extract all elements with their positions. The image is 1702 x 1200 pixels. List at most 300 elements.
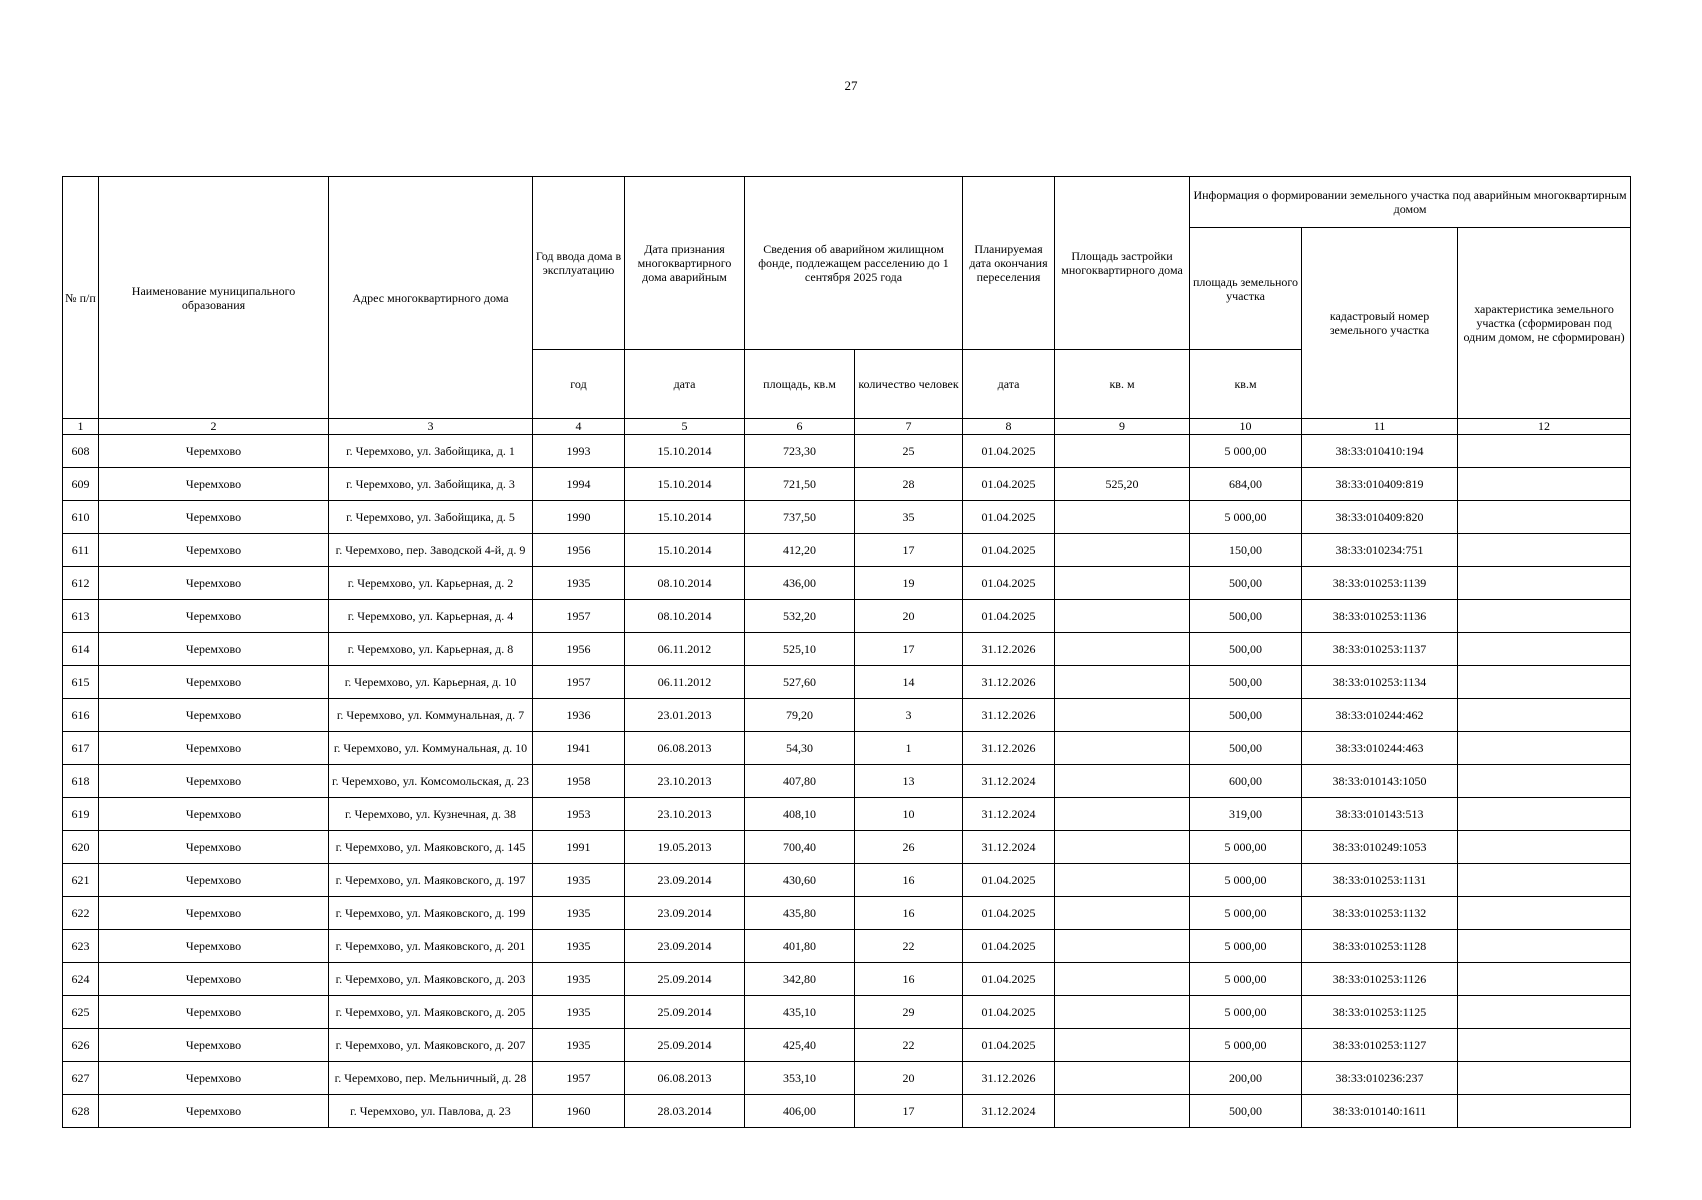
row-number: 611 — [63, 534, 99, 567]
land-char-cell — [1458, 963, 1631, 996]
people-cell: 3 — [855, 699, 963, 732]
year-cell: 1957 — [533, 1062, 625, 1095]
people-cell: 17 — [855, 1095, 963, 1128]
address-cell: г. Черемхово, ул. Коммунальная, д. 10 — [329, 732, 533, 765]
land-char-cell — [1458, 435, 1631, 468]
planned-end-cell: 01.04.2025 — [963, 864, 1055, 897]
area-cell: 435,80 — [745, 897, 855, 930]
municipality-cell: Черемхово — [99, 897, 329, 930]
cadastral-cell: 38:33:010236:237 — [1302, 1062, 1458, 1095]
row-number: 612 — [63, 567, 99, 600]
table-row — [63, 468, 1631, 501]
cadastral-cell: 38:33:010253:1139 — [1302, 567, 1458, 600]
address-cell: г. Черемхово, ул. Кузнечная, д. 38 — [329, 798, 533, 831]
planned-end-cell: 01.04.2025 — [963, 897, 1055, 930]
cadastral-cell: 38:33:010253:1132 — [1302, 897, 1458, 930]
year-cell: 1994 — [533, 468, 625, 501]
municipality-cell: Черемхово — [99, 765, 329, 798]
table-body — [63, 435, 1631, 1128]
municipality-cell: Черемхово — [99, 930, 329, 963]
land-area-cell: 5 000,00 — [1190, 864, 1302, 897]
header-planned-end: Планируемая дата окончания переселения — [963, 177, 1055, 350]
cadastral-cell: 38:33:010253:1137 — [1302, 633, 1458, 666]
cadastral-cell: 38:33:010409:819 — [1302, 468, 1458, 501]
land-char-cell — [1458, 600, 1631, 633]
land-area-cell: 200,00 — [1190, 1062, 1302, 1095]
land-char-cell — [1458, 897, 1631, 930]
people-cell: 19 — [855, 567, 963, 600]
municipality-cell: Черемхово — [99, 534, 329, 567]
land-char-cell — [1458, 501, 1631, 534]
building-area-cell — [1055, 765, 1190, 798]
building-area-cell — [1055, 963, 1190, 996]
table-row — [63, 1095, 1631, 1128]
header-no: № п/п — [63, 177, 99, 419]
header-municipality: Наименование муниципального образования — [99, 177, 329, 419]
header-fund-info: Сведения об аварийном жилищном фонде, подлежащем расселению до 1 сентября 2025 года — [745, 177, 963, 350]
land-area-cell: 5 000,00 — [1190, 897, 1302, 930]
row-number: 616 — [63, 699, 99, 732]
municipality-cell: Черемхово — [99, 633, 329, 666]
planned-end-cell: 31.12.2024 — [963, 798, 1055, 831]
building-area-cell — [1055, 1095, 1190, 1128]
column-number: 10 — [1190, 419, 1302, 435]
people-cell: 16 — [855, 897, 963, 930]
row-number: 626 — [63, 1029, 99, 1062]
table-row — [63, 897, 1631, 930]
table-row — [63, 699, 1631, 732]
area-cell: 342,80 — [745, 963, 855, 996]
column-number-row — [63, 419, 1631, 435]
year-cell: 1956 — [533, 534, 625, 567]
area-cell: 79,20 — [745, 699, 855, 732]
municipality-cell: Черемхово — [99, 435, 329, 468]
cadastral-cell: 38:33:010253:1126 — [1302, 963, 1458, 996]
row-number: 614 — [63, 633, 99, 666]
building-area-cell — [1055, 633, 1190, 666]
header-recognized-date: Дата признания многоквартирного дома аварийным — [625, 177, 745, 350]
land-area-cell: 150,00 — [1190, 534, 1302, 567]
address-cell: г. Черемхово, ул. Забойщика, д. 1 — [329, 435, 533, 468]
building-area-cell — [1055, 897, 1190, 930]
municipality-cell: Черемхово — [99, 831, 329, 864]
planned-end-cell: 01.04.2025 — [963, 996, 1055, 1029]
address-cell: г. Черемхово, ул. Маяковского, д. 145 — [329, 831, 533, 864]
land-char-cell — [1458, 567, 1631, 600]
land-area-cell: 5 000,00 — [1190, 435, 1302, 468]
land-area-cell: 500,00 — [1190, 699, 1302, 732]
land-area-cell: 500,00 — [1190, 600, 1302, 633]
table-row — [63, 534, 1631, 567]
building-area-cell — [1055, 666, 1190, 699]
planned-end-cell: 31.12.2024 — [963, 765, 1055, 798]
planned-end-cell: 31.12.2026 — [963, 666, 1055, 699]
year-cell: 1935 — [533, 1029, 625, 1062]
building-area-cell — [1055, 798, 1190, 831]
people-cell: 1 — [855, 732, 963, 765]
area-cell: 408,10 — [745, 798, 855, 831]
address-cell: г. Черемхово, ул. Коммунальная, д. 7 — [329, 699, 533, 732]
land-char-cell — [1458, 633, 1631, 666]
building-area-cell — [1055, 435, 1190, 468]
table-row — [63, 600, 1631, 633]
recognized-date-cell: 15.10.2014 — [625, 468, 745, 501]
header-year-built: Год ввода дома в эксплуатацию — [533, 177, 625, 350]
row-number: 623 — [63, 930, 99, 963]
table-row — [63, 1029, 1631, 1062]
cadastral-cell: 38:33:010244:463 — [1302, 732, 1458, 765]
land-char-cell — [1458, 1062, 1631, 1095]
planned-end-cell: 31.12.2024 — [963, 1095, 1055, 1128]
unit-date2: дата — [963, 350, 1055, 419]
planned-end-cell: 31.12.2026 — [963, 633, 1055, 666]
municipality-cell: Черемхово — [99, 996, 329, 1029]
column-number: 12 — [1458, 419, 1631, 435]
land-char-cell — [1458, 864, 1631, 897]
land-area-cell: 600,00 — [1190, 765, 1302, 798]
table-row — [63, 567, 1631, 600]
recognized-date-cell: 23.09.2014 — [625, 864, 745, 897]
people-cell: 29 — [855, 996, 963, 1029]
row-number: 628 — [63, 1095, 99, 1128]
planned-end-cell: 01.04.2025 — [963, 567, 1055, 600]
land-area-cell: 500,00 — [1190, 1095, 1302, 1128]
recognized-date-cell: 19.05.2013 — [625, 831, 745, 864]
row-number: 620 — [63, 831, 99, 864]
area-cell: 425,40 — [745, 1029, 855, 1062]
column-number: 5 — [625, 419, 745, 435]
building-area-cell — [1055, 501, 1190, 534]
people-cell: 25 — [855, 435, 963, 468]
table-row — [63, 435, 1631, 468]
municipality-cell: Черемхово — [99, 1029, 329, 1062]
address-cell: г. Черемхово, ул. Маяковского, д. 197 — [329, 864, 533, 897]
table-row — [63, 633, 1631, 666]
land-char-cell — [1458, 831, 1631, 864]
land-area-cell: 5 000,00 — [1190, 1029, 1302, 1062]
header-land-info: Информация о формировании земельного участка под аварийным многоквартирным домом — [1190, 177, 1631, 228]
unit-area: площадь, кв.м — [745, 350, 855, 419]
cadastral-cell: 38:33:010234:751 — [1302, 534, 1458, 567]
planned-end-cell: 01.04.2025 — [963, 435, 1055, 468]
cadastral-cell: 38:33:010409:820 — [1302, 501, 1458, 534]
people-cell: 16 — [855, 864, 963, 897]
area-cell: 723,30 — [745, 435, 855, 468]
people-cell: 16 — [855, 963, 963, 996]
area-cell: 406,00 — [745, 1095, 855, 1128]
recognized-date-cell: 23.10.2013 — [625, 765, 745, 798]
municipality-cell: Черемхово — [99, 468, 329, 501]
recognized-date-cell: 15.10.2014 — [625, 435, 745, 468]
planned-end-cell: 31.12.2026 — [963, 732, 1055, 765]
header-cadastral: кадастровый номер земельного участка — [1302, 228, 1458, 419]
recognized-date-cell: 06.08.2013 — [625, 1062, 745, 1095]
header-land-area: площадь земельного участка — [1190, 228, 1302, 350]
unit-date: дата — [625, 350, 745, 419]
land-char-cell — [1458, 699, 1631, 732]
year-cell: 1956 — [533, 633, 625, 666]
row-number: 615 — [63, 666, 99, 699]
row-number: 624 — [63, 963, 99, 996]
cadastral-cell: 38:33:010143:513 — [1302, 798, 1458, 831]
table-row — [63, 1062, 1631, 1095]
row-number: 627 — [63, 1062, 99, 1095]
recognized-date-cell: 23.01.2013 — [625, 699, 745, 732]
row-number: 617 — [63, 732, 99, 765]
recognized-date-cell: 25.09.2014 — [625, 996, 745, 1029]
year-cell: 1958 — [533, 765, 625, 798]
land-char-cell — [1458, 1095, 1631, 1128]
year-cell: 1993 — [533, 435, 625, 468]
row-number: 619 — [63, 798, 99, 831]
year-cell: 1960 — [533, 1095, 625, 1128]
year-cell: 1935 — [533, 897, 625, 930]
people-cell: 35 — [855, 501, 963, 534]
cadastral-cell: 38:33:010253:1131 — [1302, 864, 1458, 897]
year-cell: 1957 — [533, 666, 625, 699]
land-char-cell — [1458, 765, 1631, 798]
people-cell: 14 — [855, 666, 963, 699]
address-cell: г. Черемхово, ул. Забойщика, д. 5 — [329, 501, 533, 534]
table-row — [63, 930, 1631, 963]
table-row — [63, 996, 1631, 1029]
recognized-date-cell: 06.08.2013 — [625, 732, 745, 765]
planned-end-cell: 01.04.2025 — [963, 501, 1055, 534]
building-area-cell — [1055, 567, 1190, 600]
address-cell: г. Черемхово, ул. Маяковского, д. 203 — [329, 963, 533, 996]
area-cell: 525,10 — [745, 633, 855, 666]
address-cell: г. Черемхово, ул. Комсомольская, д. 23 — [329, 765, 533, 798]
building-area-cell — [1055, 864, 1190, 897]
year-cell: 1935 — [533, 930, 625, 963]
year-cell: 1991 — [533, 831, 625, 864]
address-cell: г. Черемхово, пер. Мельничный, д. 28 — [329, 1062, 533, 1095]
table-row — [63, 831, 1631, 864]
table-header — [63, 177, 1631, 435]
unit-people: количество человек — [855, 350, 963, 419]
land-area-cell: 500,00 — [1190, 633, 1302, 666]
recognized-date-cell: 15.10.2014 — [625, 534, 745, 567]
people-cell: 22 — [855, 930, 963, 963]
address-cell: г. Черемхово, ул. Карьерная, д. 4 — [329, 600, 533, 633]
building-area-cell — [1055, 534, 1190, 567]
planned-end-cell: 01.04.2025 — [963, 963, 1055, 996]
recognized-date-cell: 25.09.2014 — [625, 1029, 745, 1062]
land-area-cell: 500,00 — [1190, 567, 1302, 600]
land-char-cell — [1458, 798, 1631, 831]
people-cell: 22 — [855, 1029, 963, 1062]
municipality-cell: Черемхово — [99, 666, 329, 699]
unit-sqm: кв. м — [1055, 350, 1190, 419]
municipality-cell: Черемхово — [99, 699, 329, 732]
area-cell: 353,10 — [745, 1062, 855, 1095]
row-number: 618 — [63, 765, 99, 798]
header-building-area: Площадь застройки многоквартирного дома — [1055, 177, 1190, 350]
area-cell: 737,50 — [745, 501, 855, 534]
recognized-date-cell: 15.10.2014 — [625, 501, 745, 534]
cadastral-cell: 38:33:010253:1127 — [1302, 1029, 1458, 1062]
cadastral-cell: 38:33:010253:1125 — [1302, 996, 1458, 1029]
cadastral-cell: 38:33:010410:194 — [1302, 435, 1458, 468]
municipality-cell: Черемхово — [99, 732, 329, 765]
recognized-date-cell: 06.11.2012 — [625, 666, 745, 699]
table-row — [63, 501, 1631, 534]
recognized-date-cell: 23.09.2014 — [625, 897, 745, 930]
municipality-cell: Черемхово — [99, 798, 329, 831]
row-number: 609 — [63, 468, 99, 501]
column-number: 8 — [963, 419, 1055, 435]
year-cell: 1957 — [533, 600, 625, 633]
address-cell: г. Черемхово, ул. Забойщика, д. 3 — [329, 468, 533, 501]
people-cell: 20 — [855, 1062, 963, 1095]
column-number: 6 — [745, 419, 855, 435]
planned-end-cell: 01.04.2025 — [963, 534, 1055, 567]
area-cell: 527,60 — [745, 666, 855, 699]
row-number: 622 — [63, 897, 99, 930]
row-number: 608 — [63, 435, 99, 468]
people-cell: 20 — [855, 600, 963, 633]
planned-end-cell: 01.04.2025 — [963, 930, 1055, 963]
year-cell: 1935 — [533, 864, 625, 897]
cadastral-cell: 38:33:010143:1050 — [1302, 765, 1458, 798]
address-cell: г. Черемхово, ул. Маяковского, д. 201 — [329, 930, 533, 963]
people-cell: 13 — [855, 765, 963, 798]
unit-sqm2: кв.м — [1190, 350, 1302, 419]
year-cell: 1953 — [533, 798, 625, 831]
year-cell: 1935 — [533, 567, 625, 600]
land-char-cell — [1458, 1029, 1631, 1062]
column-number: 3 — [329, 419, 533, 435]
area-cell: 430,60 — [745, 864, 855, 897]
year-cell: 1935 — [533, 963, 625, 996]
address-cell: г. Черемхово, ул. Маяковского, д. 205 — [329, 996, 533, 1029]
land-area-cell: 5 000,00 — [1190, 996, 1302, 1029]
recognized-date-cell: 08.10.2014 — [625, 600, 745, 633]
address-cell: г. Черемхово, ул. Карьерная, д. 10 — [329, 666, 533, 699]
table-row — [63, 666, 1631, 699]
land-area-cell: 500,00 — [1190, 732, 1302, 765]
land-char-cell — [1458, 666, 1631, 699]
area-cell: 435,10 — [745, 996, 855, 1029]
table-row — [63, 732, 1631, 765]
cadastral-cell: 38:33:010253:1128 — [1302, 930, 1458, 963]
land-area-cell: 5 000,00 — [1190, 831, 1302, 864]
year-cell: 1935 — [533, 996, 625, 1029]
area-cell: 407,80 — [745, 765, 855, 798]
municipality-cell: Черемхово — [99, 501, 329, 534]
column-number: 9 — [1055, 419, 1190, 435]
unit-year: год — [533, 350, 625, 419]
municipality-cell: Черемхово — [99, 963, 329, 996]
municipality-cell: Черемхово — [99, 1062, 329, 1095]
recognized-date-cell: 06.11.2012 — [625, 633, 745, 666]
recognized-date-cell: 25.09.2014 — [625, 963, 745, 996]
column-number: 11 — [1302, 419, 1458, 435]
address-cell: г. Черемхово, ул. Маяковского, д. 207 — [329, 1029, 533, 1062]
land-char-cell — [1458, 930, 1631, 963]
building-area-cell — [1055, 732, 1190, 765]
planned-end-cell: 31.12.2026 — [963, 699, 1055, 732]
people-cell: 28 — [855, 468, 963, 501]
year-cell: 1941 — [533, 732, 625, 765]
people-cell: 10 — [855, 798, 963, 831]
area-cell: 412,20 — [745, 534, 855, 567]
building-area-cell — [1055, 1029, 1190, 1062]
recognized-date-cell: 23.10.2013 — [625, 798, 745, 831]
address-cell: г. Черемхово, ул. Павлова, д. 23 — [329, 1095, 533, 1128]
header-land-char: характеристика земельного участка (сформирован под одним домом, не сформирован) — [1458, 228, 1631, 419]
municipality-cell: Черемхово — [99, 1095, 329, 1128]
land-char-cell — [1458, 534, 1631, 567]
year-cell: 1990 — [533, 501, 625, 534]
land-area-cell: 684,00 — [1190, 468, 1302, 501]
municipality-cell: Черемхово — [99, 864, 329, 897]
planned-end-cell: 31.12.2024 — [963, 831, 1055, 864]
row-number: 610 — [63, 501, 99, 534]
address-cell: г. Черемхово, пер. Заводской 4-й, д. 9 — [329, 534, 533, 567]
column-number: 4 — [533, 419, 625, 435]
land-area-cell: 500,00 — [1190, 666, 1302, 699]
cadastral-cell: 38:33:010253:1134 — [1302, 666, 1458, 699]
land-area-cell: 5 000,00 — [1190, 963, 1302, 996]
recognized-date-cell: 28.03.2014 — [625, 1095, 745, 1128]
people-cell: 17 — [855, 534, 963, 567]
land-char-cell — [1458, 732, 1631, 765]
people-cell: 26 — [855, 831, 963, 864]
address-cell: г. Черемхово, ул. Карьерная, д. 2 — [329, 567, 533, 600]
area-cell: 532,20 — [745, 600, 855, 633]
table-row — [63, 765, 1631, 798]
land-area-cell: 319,00 — [1190, 798, 1302, 831]
page-number: 27 — [844, 78, 858, 93]
address-cell: г. Черемхово, ул. Карьерная, д. 8 — [329, 633, 533, 666]
emergency-housing-table — [62, 176, 1631, 1128]
area-cell: 436,00 — [745, 567, 855, 600]
cadastral-cell: 38:33:010140:1611 — [1302, 1095, 1458, 1128]
table-row — [63, 798, 1631, 831]
table-row — [63, 963, 1631, 996]
cadastral-cell: 38:33:010253:1136 — [1302, 600, 1458, 633]
table-row — [63, 864, 1631, 897]
building-area-cell: 525,20 — [1055, 468, 1190, 501]
land-area-cell: 5 000,00 — [1190, 930, 1302, 963]
people-cell: 17 — [855, 633, 963, 666]
municipality-cell: Черемхово — [99, 567, 329, 600]
area-cell: 54,30 — [745, 732, 855, 765]
row-number: 621 — [63, 864, 99, 897]
building-area-cell — [1055, 996, 1190, 1029]
year-cell: 1936 — [533, 699, 625, 732]
planned-end-cell: 01.04.2025 — [963, 1029, 1055, 1062]
cadastral-cell: 38:33:010244:462 — [1302, 699, 1458, 732]
planned-end-cell: 31.12.2026 — [963, 1062, 1055, 1095]
cadastral-cell: 38:33:010249:1053 — [1302, 831, 1458, 864]
row-number: 613 — [63, 600, 99, 633]
land-area-cell: 5 000,00 — [1190, 501, 1302, 534]
land-char-cell — [1458, 996, 1631, 1029]
recognized-date-cell: 08.10.2014 — [625, 567, 745, 600]
area-cell: 721,50 — [745, 468, 855, 501]
land-char-cell — [1458, 468, 1631, 501]
address-cell: г. Черемхово, ул. Маяковского, д. 199 — [329, 897, 533, 930]
building-area-cell — [1055, 600, 1190, 633]
recognized-date-cell: 23.09.2014 — [625, 930, 745, 963]
column-number: 7 — [855, 419, 963, 435]
building-area-cell — [1055, 699, 1190, 732]
planned-end-cell: 01.04.2025 — [963, 600, 1055, 633]
building-area-cell — [1055, 831, 1190, 864]
area-cell: 401,80 — [745, 930, 855, 963]
